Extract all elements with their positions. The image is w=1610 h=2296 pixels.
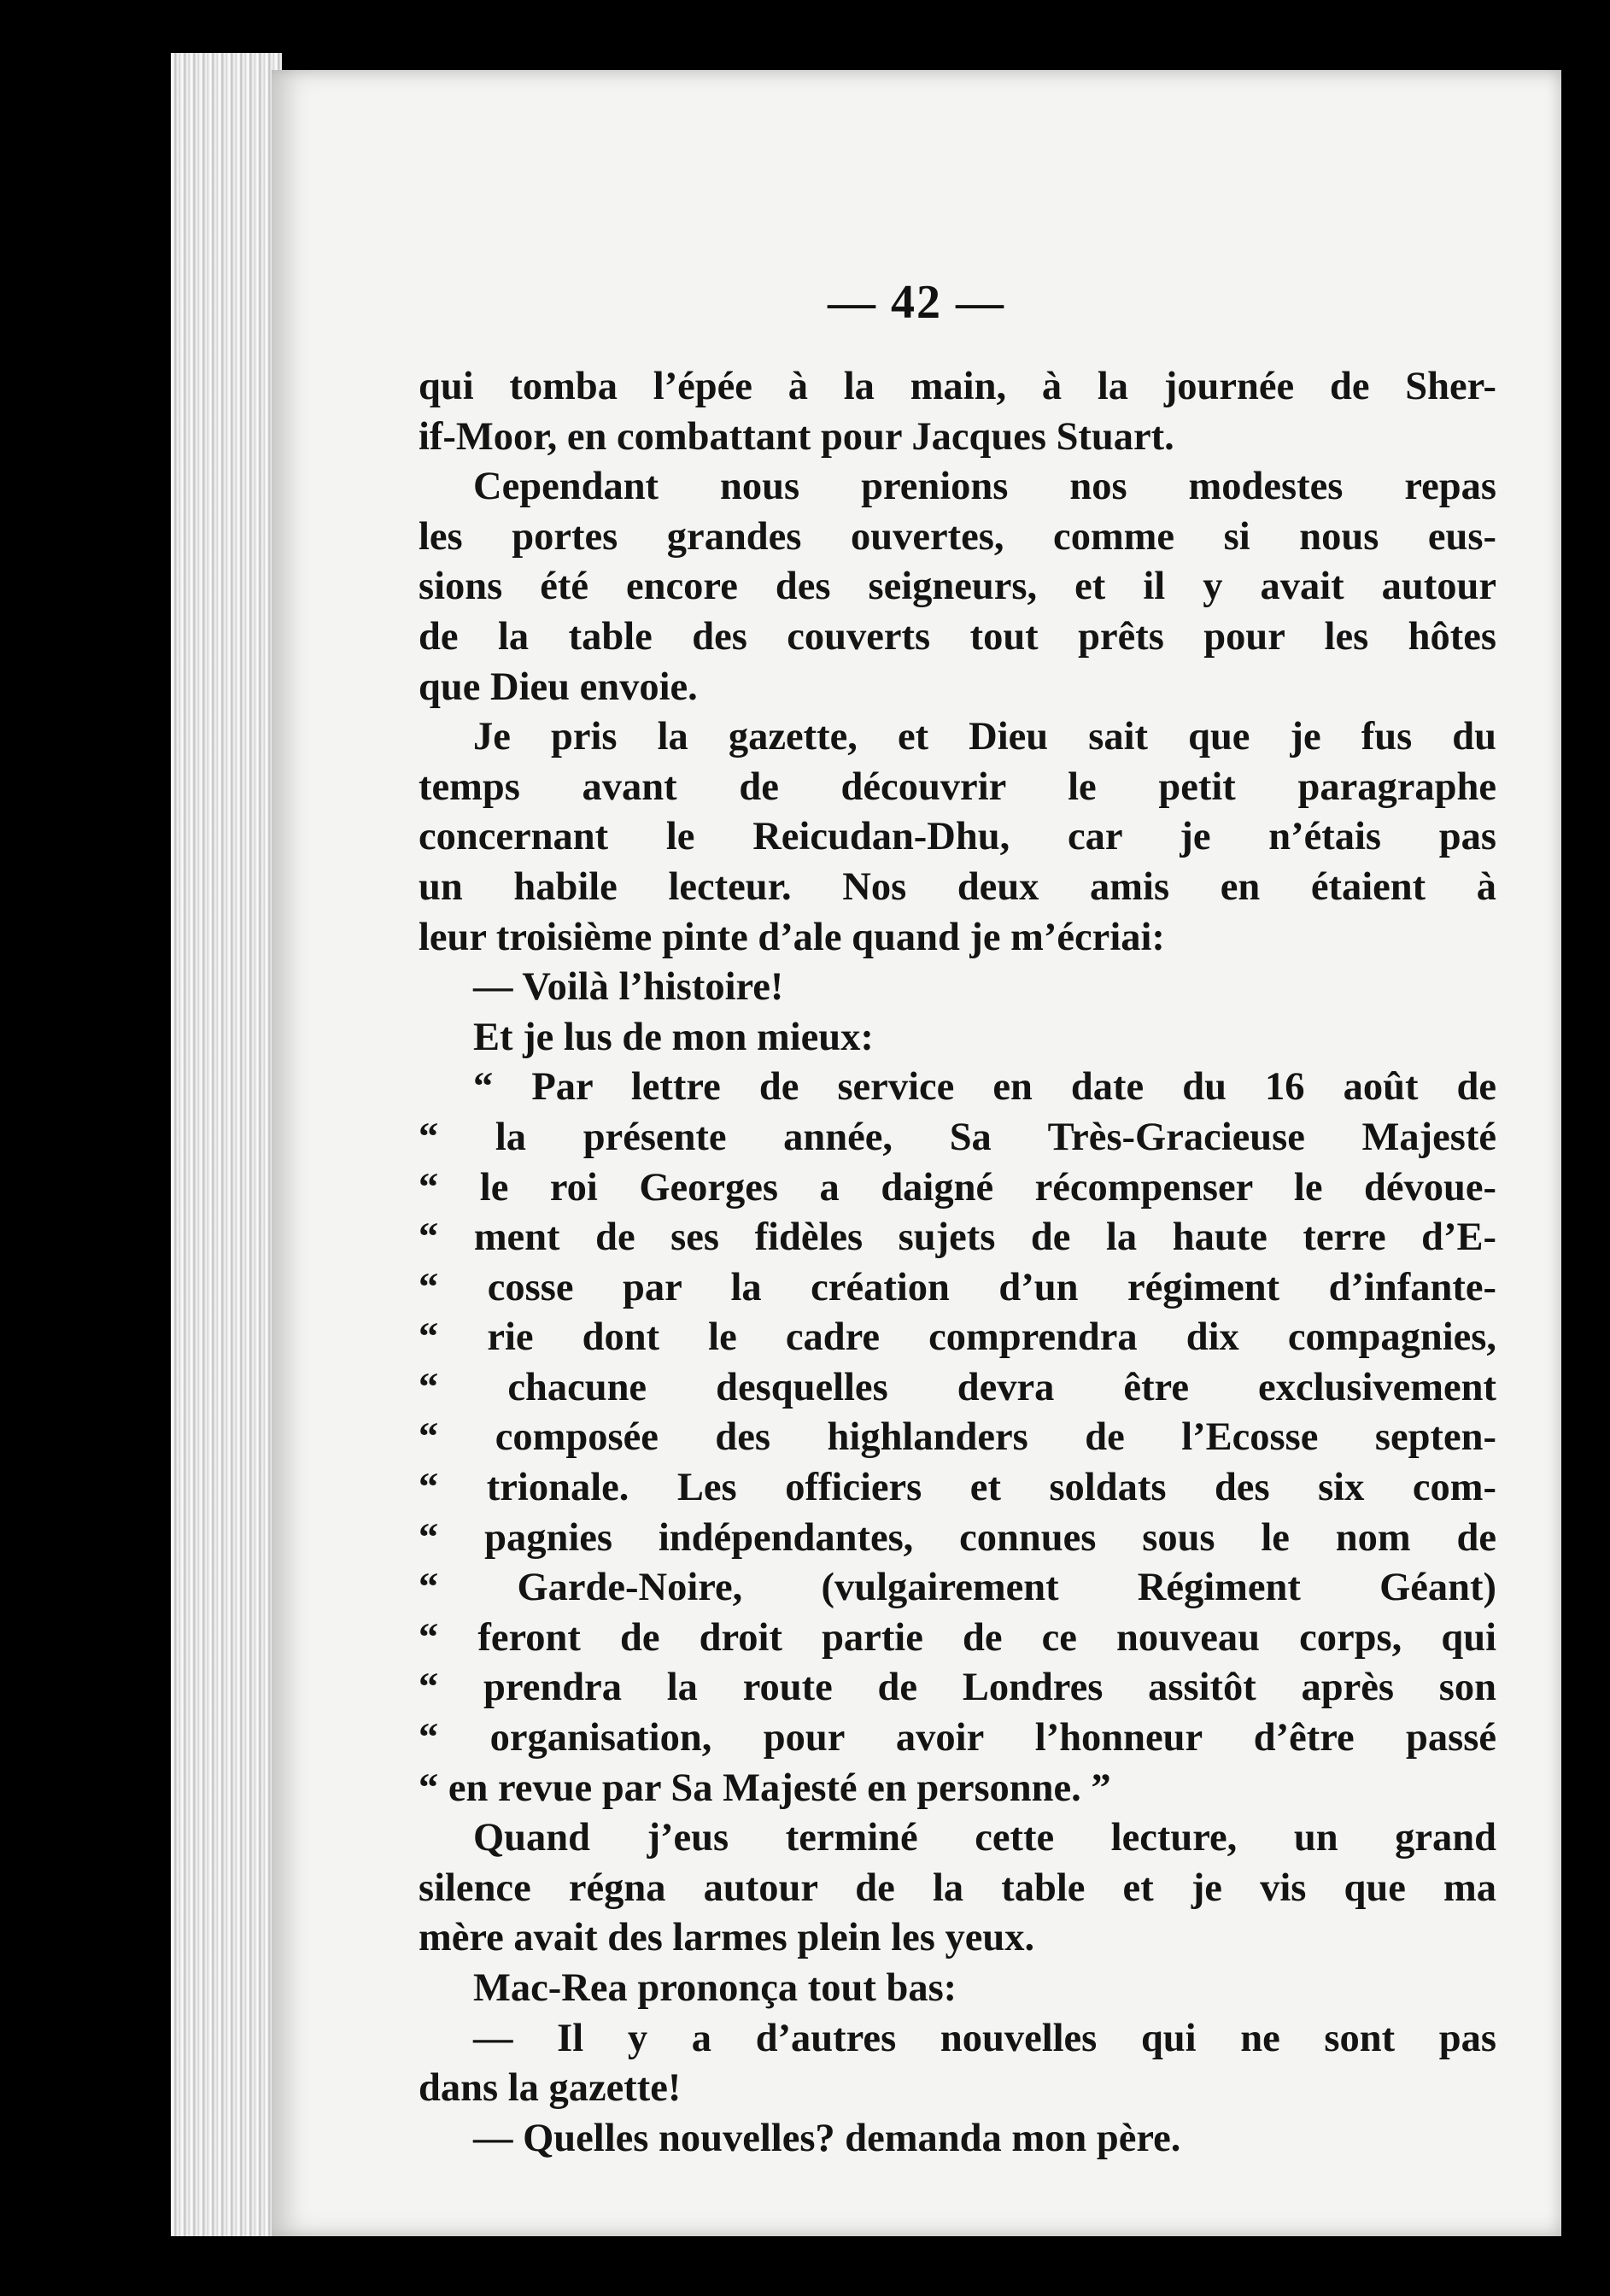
text-line: “ la présente année, Sa Très-Gracieuse Majesté [419,1115,1496,1159]
text-line: Mac-Rea prononça tout bas: [473,1966,957,2010]
book-page-edges [171,53,282,2236]
text-line: Je pris la gazette, et Dieu sait que je fus du [473,715,1496,759]
text-line: — Il y a d’autres nouvelles qui ne sont pas [473,2016,1496,2060]
text-line: mère avait des larmes plein les yeux. [419,1916,1035,1960]
text-line: “ en revue par Sa Majesté en personne. ” [419,1766,1111,1810]
text-line: — Quelles nouvelles? demanda mon père. [473,2116,1181,2160]
text-line: de la table des couverts tout prêts pour les hôtes [419,614,1496,659]
text-line: un habile lecteur. Nos deux amis en étaient à [419,864,1496,909]
page-number: — 42 — [828,276,1005,329]
text-line: les portes grandes ouvertes, comme si nous eus- [419,514,1496,559]
text-line: “ composée des highlanders de l’Ecosse septen- [419,1415,1496,1460]
text-line: “ ment de ses fidèles sujets de la haute terre d’E- [419,1215,1496,1260]
text-line: Et je lus de mon mieux: [473,1015,874,1059]
text-line: dans la gazette! [419,2066,682,2111]
body-text [419,362,1496,2164]
text-line: “ feront de droit partie de ce nouveau corps, qui [419,1615,1496,1660]
text-line: “ rie dont le cadre comprendra dix compagnies, [419,1315,1496,1360]
text-line: — Voilà l’histoire! [473,965,784,1010]
text-line: concernant le Reicudan-Dhu, car je n’étais pas [419,815,1496,859]
text-line: “ organisation, pour avoir l’honneur d’être passé [419,1716,1496,1760]
text-line: “ trionale. Les officiers et soldats des six com- [419,1466,1496,1510]
text-line: “ pagnies indépendantes, connues sous le nom de [419,1515,1496,1560]
text-line: “ prendra la route de Londres assitôt après son [419,1666,1496,1710]
text-line: “ le roi Georges a daigné récompenser le dévoue- [419,1165,1496,1210]
text-line: silence régna autour de la table et je vis que ma [419,1866,1496,1910]
text-line: “ Garde-Noire, (vulgairement Régiment Géant) [419,1566,1496,1610]
text-line: “ cosse par la création d’un régiment d’infante- [419,1265,1496,1309]
text-line: “ chacune desquelles devra être exclusivement [419,1365,1496,1409]
text-line: Quand j’eus terminé cette lecture, un grand [473,1816,1496,1860]
text-line: sions été encore des seigneurs, et il y avait autour [419,565,1496,609]
text-line: “ Par lettre de service en date du 16 août de [473,1065,1496,1110]
text-line: if-Moor, en combattant pour Jacques Stuart. [419,414,1174,459]
text-line: qui tomba l’épée à la main, à la journée de Sher- [419,365,1496,408]
text-line: leur troisième pinte d’ale quand je m’écriai: [419,915,1165,959]
book-page [272,70,1561,2236]
text-line: que Dieu envoie. [419,665,698,709]
text-line: temps avant de découvrir le petit paragraphe [419,764,1496,809]
text-line: Cependant nous prenions nos modestes repas [473,465,1496,509]
